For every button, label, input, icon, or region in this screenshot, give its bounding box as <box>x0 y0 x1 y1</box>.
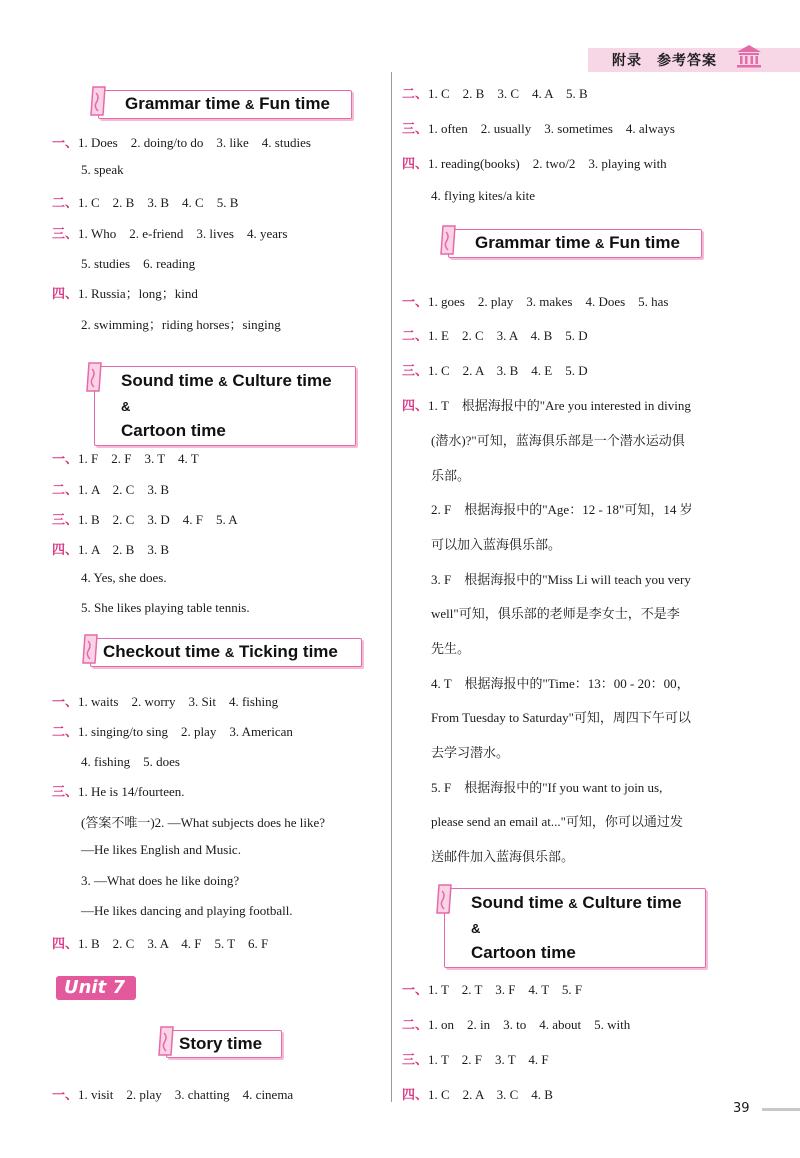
answer-line: 三、1. often 2. usually 3. sometimes 4. always <box>402 121 675 137</box>
answer-line: 5. F 根据海报中的"If you want to join us, <box>431 780 663 795</box>
section-heading-checkout-ticking: Checkout time & Ticking time <box>90 638 362 667</box>
answer-line: 5. She likes playing table tennis. <box>81 600 250 615</box>
answer-line: From Tuesday to Saturday"可知，周四下午可以 <box>431 710 691 725</box>
answer-line: 四、1. reading(books) 2. two/2 3. playing with <box>402 156 667 172</box>
bookmark-icon <box>155 1025 177 1059</box>
answer-line: 二、1. A 2. C 3. B <box>52 482 170 498</box>
answer-line: 三、1. B 2. C 3. D 4. F 5. A <box>52 512 238 528</box>
answer-line: 一、1. goes 2. play 3. makes 4. Does 5. has <box>402 294 669 310</box>
answer-line: 3. —What does he like doing? <box>81 873 240 888</box>
answer-line: 可以加入蓝海俱乐部。 <box>431 537 562 552</box>
answer-line: 四、1. Russia；long；kind <box>52 286 198 302</box>
answer-line: (答案不唯一)2. —What subjects does he like? <box>81 815 326 830</box>
answer-line: 一、1. Does 2. doing/to do 3. like 4. studies <box>52 135 311 151</box>
section-heading-sound-culture-cartoon: Sound time & Culture time & Cartoon time <box>444 888 706 968</box>
answer-line: 三、1. T 2. F 3. T 4. F <box>402 1052 549 1068</box>
section-heading-sound-culture-cartoon: Sound time & Culture time & Cartoon time <box>94 366 356 446</box>
answer-line: 一、1. F 2. F 3. T 4. T <box>52 451 199 467</box>
answer-line: 送邮件加入蓝海俱乐部。 <box>431 849 575 864</box>
answer-line: 四、1. C 2. A 3. C 4. B <box>402 1087 553 1103</box>
answer-line: well"可知，俱乐部的老师是李女士，不是李 <box>431 606 680 621</box>
answer-line: (潜水)?"可知，蓝海俱乐部是一个潜水运动俱 <box>431 433 685 448</box>
answer-line: please send an email at..."可知，你可以通过发 <box>431 814 683 829</box>
answer-line: 去学习潜水。 <box>431 745 510 760</box>
temple-icon <box>736 44 762 68</box>
answer-line: 二、1. on 2. in 3. to 4. about 5. with <box>402 1017 631 1033</box>
answer-line: —He likes English and Music. <box>81 842 241 857</box>
column-divider <box>391 72 392 1102</box>
answer-line: 2. F 根据海报中的"Age：12 - 18"可知，14 岁 <box>431 502 693 517</box>
header-title: 附录 参考答案 <box>612 53 717 69</box>
answer-line: 3. F 根据海报中的"Miss Li will teach you very <box>431 572 691 587</box>
section-heading-grammar-fun: Grammar time & Fun time <box>98 90 352 119</box>
bookmark-icon <box>83 361 105 395</box>
answer-line: 三、1. C 2. A 3. B 4. E 5. D <box>402 363 588 379</box>
answer-line: 4. flying kites/a kite <box>431 188 535 203</box>
answer-line: 先生。 <box>431 641 471 656</box>
page-number: 39 <box>733 1101 750 1116</box>
section-heading-grammar-fun: Grammar time & Fun time <box>448 229 702 258</box>
bookmark-icon <box>87 85 109 119</box>
answer-line: 二、1. C 2. B 3. C 4. A 5. B <box>402 86 588 102</box>
answer-line: 4. T 根据海报中的"Time：13：00 - 20：00， <box>431 676 690 691</box>
bookmark-icon <box>79 633 101 667</box>
answer-line: 三、1. He is 14/fourteen. <box>52 784 185 800</box>
answer-line: 一、1. visit 2. play 3. chatting 4. cinema <box>52 1087 294 1103</box>
answer-line: 乐部。 <box>431 468 471 483</box>
answer-line: 二、1. C 2. B 3. B 4. C 5. B <box>52 195 239 211</box>
page-number-line <box>762 1108 800 1111</box>
unit-badge: Unit 7 <box>56 976 136 1000</box>
answer-line: 二、1. E 2. C 3. A 4. B 5. D <box>402 328 588 344</box>
section-heading-story-time: Story time <box>166 1030 282 1058</box>
answer-line: 三、1. Who 2. e-friend 3. lives 4. years <box>52 226 288 242</box>
answer-line: 5. speak <box>81 162 124 177</box>
answer-label: 四、1. T 根据海报中的"Are you interested in diving <box>402 398 691 414</box>
answer-line: 一、1. T 2. T 3. F 4. T 5. F <box>402 982 583 998</box>
answer-line: 5. studies 6. reading <box>81 256 196 271</box>
answer-line: 4. Yes, she does. <box>81 570 167 585</box>
answer-line: 一、1. waits 2. worry 3. Sit 4. fishing <box>52 694 279 710</box>
answer-line: 二、1. singing/to sing 2. play 3. American <box>52 724 293 740</box>
answer-line: 2. swimming；riding horses；singing <box>81 317 281 332</box>
bookmark-icon <box>437 224 459 258</box>
answer-line: —He likes dancing and playing football. <box>81 903 293 918</box>
answer-line: 四、1. B 2. C 3. A 4. F 5. T 6. F <box>52 936 269 952</box>
bookmark-icon <box>433 883 455 917</box>
answer-line: 四、1. A 2. B 3. B <box>52 542 170 558</box>
answer-line: 4. fishing 5. does <box>81 754 180 769</box>
